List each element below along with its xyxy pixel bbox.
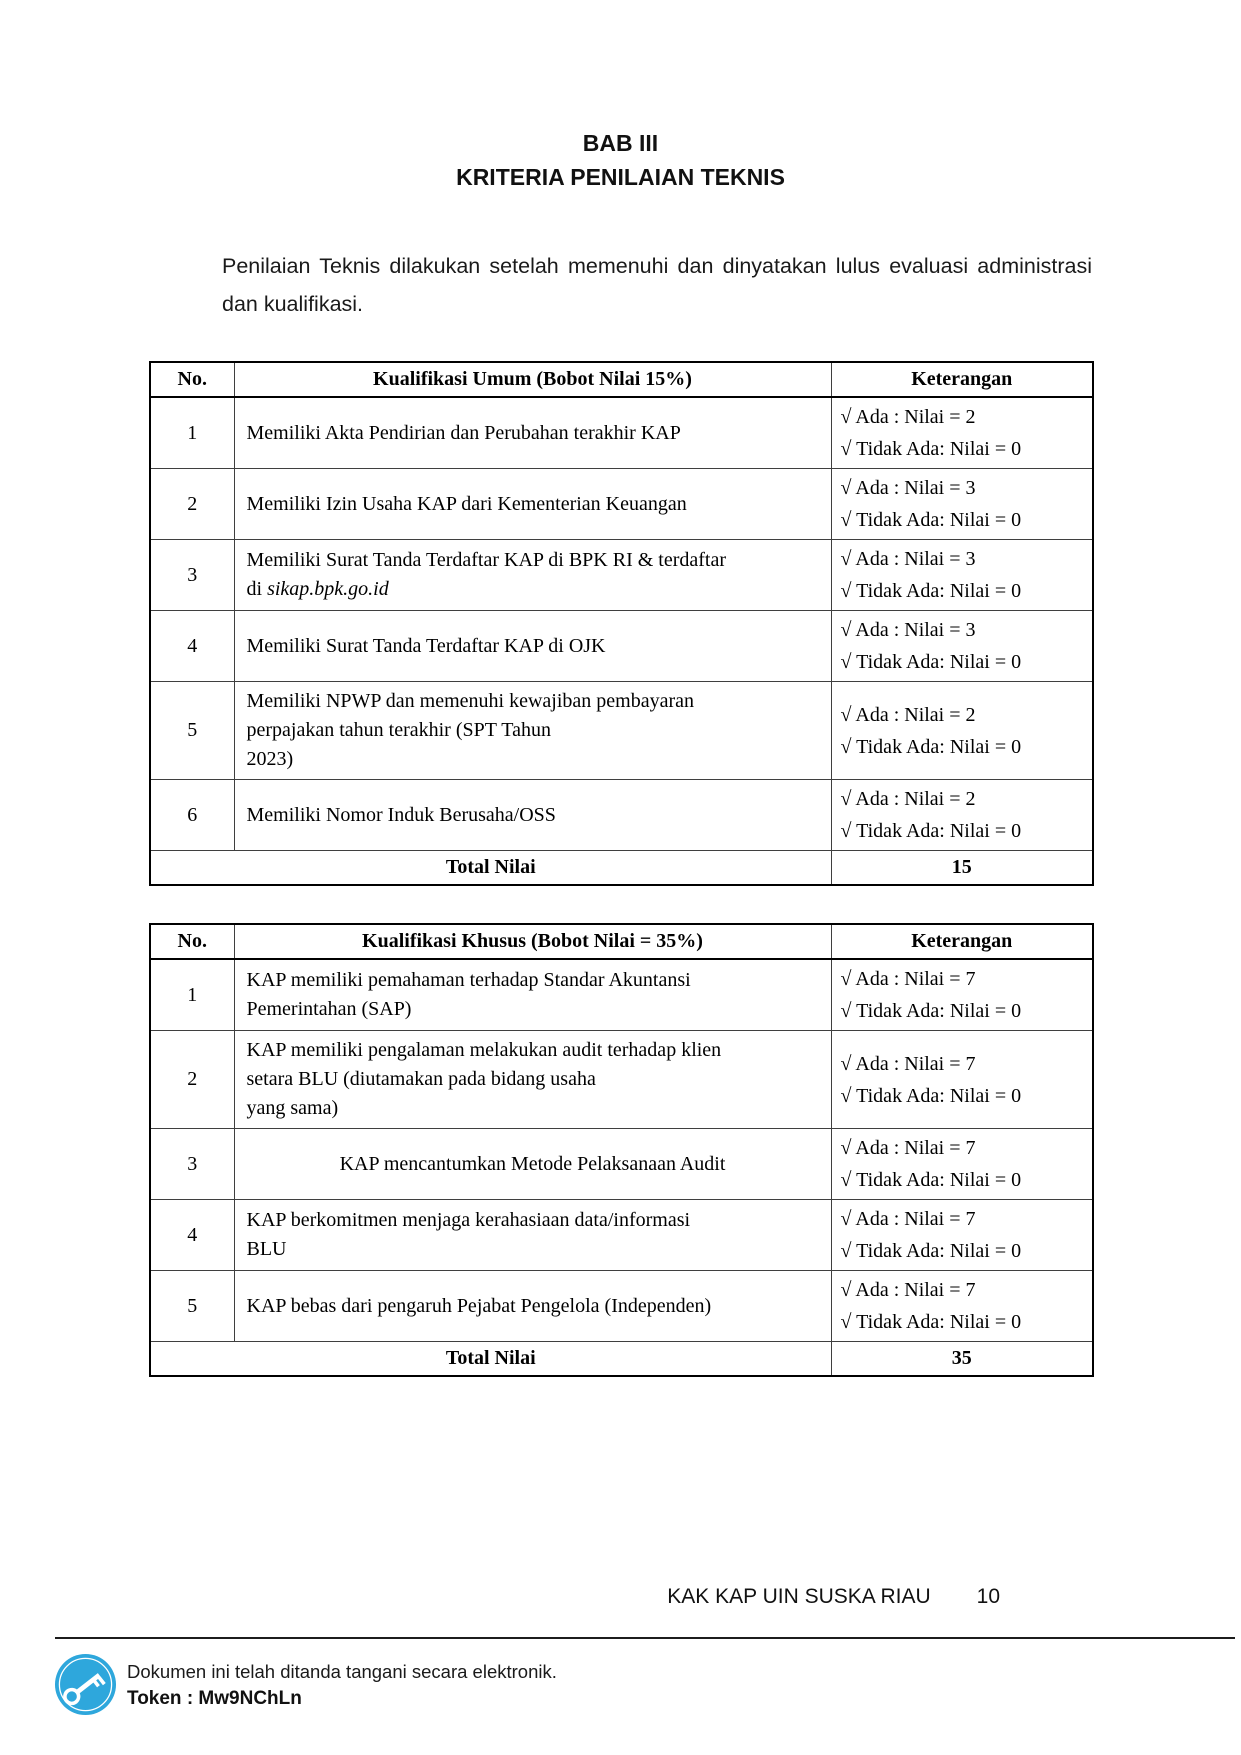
row-description bbox=[234, 959, 831, 1031]
description-line bbox=[247, 801, 819, 830]
row-number: 3 bbox=[150, 540, 234, 611]
keterangan-line: √ Tidak Ada: Nilai = 0 bbox=[840, 1240, 1022, 1262]
total-value: 35 bbox=[831, 1342, 1093, 1376]
keterangan-line: √ Tidak Ada: Nilai = 0 bbox=[840, 1000, 1022, 1022]
description-text: 2023) bbox=[246, 748, 294, 770]
table-row bbox=[150, 682, 1093, 780]
row-description bbox=[234, 397, 831, 469]
table-kualifikasi-umum bbox=[149, 361, 1094, 886]
row-keterangan bbox=[831, 1129, 1093, 1200]
description-text: Memiliki Surat Tanda Terdaftar KAP di BPK RI & terdaftar bbox=[246, 549, 727, 571]
footer-divider bbox=[55, 1637, 1235, 1639]
footer-doc-label: KAK KAP UIN SUSKA RIAU bbox=[667, 1585, 931, 1608]
table-row bbox=[150, 469, 1093, 540]
row-number: 1 bbox=[150, 959, 234, 1031]
row-keterangan bbox=[831, 682, 1093, 780]
row-description bbox=[234, 540, 831, 611]
table-row bbox=[150, 1129, 1093, 1200]
row-number: 2 bbox=[150, 1031, 234, 1129]
row-description bbox=[234, 1200, 831, 1271]
keterangan-line: √ Tidak Ada: Nilai = 0 bbox=[840, 820, 1022, 842]
keterangan-line: √ Ada : Nilai = 7 bbox=[840, 968, 976, 990]
description-line bbox=[247, 632, 819, 661]
description-line bbox=[247, 1065, 819, 1094]
row-keterangan bbox=[831, 1200, 1093, 1271]
column-header-kualifikasi: Kualifikasi Umum (Bobot Nilai 15%) bbox=[234, 362, 831, 397]
table-row bbox=[150, 959, 1093, 1031]
signature-token: Token : Mw9NChLn bbox=[127, 1688, 302, 1709]
row-keterangan bbox=[831, 397, 1093, 469]
row-number: 6 bbox=[150, 780, 234, 851]
keterangan-line: √ Tidak Ada: Nilai = 0 bbox=[840, 1084, 1022, 1107]
table-row bbox=[150, 397, 1093, 469]
description-text: Memiliki NPWP dan memenuhi kewajiban pembayaran bbox=[246, 690, 694, 712]
description-text: di bbox=[246, 578, 268, 600]
description-line bbox=[247, 745, 819, 774]
description-line bbox=[247, 966, 819, 995]
total-value: 15 bbox=[831, 851, 1093, 885]
total-label: Total Nilai bbox=[150, 1342, 831, 1376]
footer-page-number: 10 bbox=[976, 1585, 1000, 1608]
description-text: Memiliki Akta Pendirian dan Perubahan terakhir KAP bbox=[246, 421, 681, 444]
description-text: KAP memiliki pemahaman terhadap Standar Akuntansi bbox=[246, 969, 691, 991]
description-text-italic: sikap.bpk.go.id bbox=[267, 578, 389, 600]
row-keterangan bbox=[831, 780, 1093, 851]
description-text: KAP mencantumkan Metode Pelaksanaan Audit bbox=[339, 1152, 726, 1175]
description-line bbox=[247, 1036, 819, 1065]
description-line bbox=[247, 1094, 819, 1123]
keterangan-line: √ Ada : Nilai = 7 bbox=[840, 1052, 976, 1075]
column-header-keterangan: Keterangan bbox=[831, 362, 1093, 397]
column-header-no: No. bbox=[150, 362, 234, 397]
description-line bbox=[247, 1292, 819, 1321]
description-line bbox=[247, 1235, 819, 1264]
description-text: BLU bbox=[246, 1238, 287, 1260]
description-line bbox=[247, 1206, 819, 1235]
chapter-title-line1: BAB III bbox=[582, 130, 659, 156]
key-icon bbox=[54, 1653, 117, 1716]
description-text: Memiliki Nomor Induk Berusaha/OSS bbox=[246, 803, 556, 826]
keterangan-line: √ Ada : Nilai = 2 bbox=[840, 788, 976, 810]
keterangan-line: √ Tidak Ada: Nilai = 0 bbox=[840, 735, 1022, 758]
total-label: Total Nilai bbox=[150, 851, 831, 885]
description-line bbox=[247, 716, 819, 745]
table-header-row bbox=[150, 362, 1093, 397]
column-header-no: No. bbox=[150, 924, 234, 959]
signature-text bbox=[127, 1653, 557, 1716]
description-text: perpajakan tahun terakhir (SPT Tahun bbox=[246, 719, 551, 741]
keterangan-line: √ Ada : Nilai = 3 bbox=[840, 477, 976, 499]
description-text: KAP memiliki pengalaman melakukan audit terhadap klien bbox=[246, 1039, 722, 1061]
keterangan-line: √ Tidak Ada: Nilai = 0 bbox=[840, 509, 1022, 531]
row-number: 4 bbox=[150, 1200, 234, 1271]
description-line bbox=[247, 995, 819, 1024]
description-text: setara BLU (diutamakan pada bidang usaha bbox=[246, 1068, 596, 1090]
table-header-row bbox=[150, 924, 1093, 959]
description-text: KAP bebas dari pengaruh Pejabat Pengelola (Independen) bbox=[246, 1294, 712, 1317]
keterangan-line: √ Ada : Nilai = 7 bbox=[840, 1279, 976, 1301]
total-row bbox=[150, 851, 1093, 885]
keterangan-line: √ Tidak Ada: Nilai = 0 bbox=[840, 580, 1022, 602]
table-row bbox=[150, 1200, 1093, 1271]
row-description bbox=[234, 682, 831, 780]
description-line bbox=[247, 575, 819, 604]
total-row bbox=[150, 1342, 1093, 1376]
signature-note: Dokumen ini telah ditanda tangani secara elektronik. bbox=[127, 1661, 557, 1682]
keterangan-line: √ Ada : Nilai = 2 bbox=[840, 703, 976, 726]
keterangan-line: √ Ada : Nilai = 7 bbox=[840, 1208, 976, 1230]
table-row bbox=[150, 1271, 1093, 1342]
description-line bbox=[247, 1150, 819, 1179]
description-line bbox=[247, 546, 819, 575]
column-header-kualifikasi: Kualifikasi Khusus (Bobot Nilai = 35%) bbox=[234, 924, 831, 959]
row-number: 2 bbox=[150, 469, 234, 540]
keterangan-line: √ Ada : Nilai = 7 bbox=[840, 1137, 976, 1159]
description-text: Memiliki Izin Usaha KAP dari Kementerian Keuangan bbox=[246, 492, 687, 515]
table-row bbox=[150, 540, 1093, 611]
keterangan-line: √ Tidak Ada: Nilai = 0 bbox=[840, 438, 1022, 460]
row-description bbox=[234, 611, 831, 682]
row-number: 1 bbox=[150, 397, 234, 469]
description-text: Memiliki Surat Tanda Terdaftar KAP di OJK bbox=[246, 634, 606, 657]
description-line bbox=[247, 687, 819, 716]
signature-logo bbox=[54, 1653, 117, 1716]
description-line bbox=[247, 419, 819, 448]
description-text: KAP berkomitmen menjaga kerahasiaan data/informasi bbox=[246, 1209, 691, 1231]
chapter-title-line2: KRITERIA PENILAIAN TEKNIS bbox=[456, 164, 785, 190]
keterangan-line: √ Tidak Ada: Nilai = 0 bbox=[840, 1169, 1022, 1191]
keterangan-line: √ Ada : Nilai = 3 bbox=[840, 548, 976, 570]
description-text: Pemerintahan (SAP) bbox=[246, 998, 412, 1020]
keterangan-line: √ Ada : Nilai = 2 bbox=[840, 406, 976, 428]
row-description bbox=[234, 1031, 831, 1129]
row-keterangan bbox=[831, 540, 1093, 611]
row-number: 5 bbox=[150, 1271, 234, 1342]
row-keterangan bbox=[831, 611, 1093, 682]
row-description bbox=[234, 780, 831, 851]
description-text: yang sama) bbox=[246, 1097, 339, 1119]
row-number: 5 bbox=[150, 682, 234, 780]
intro-paragraph: Penilaian Teknis dilakukan setelah memenuhi dan dinyatakan lulus evaluasi administrasi dan kualifikasi. bbox=[222, 254, 1092, 316]
page-footer bbox=[149, 1585, 1000, 1609]
table-kualifikasi-khusus bbox=[149, 923, 1094, 1377]
description-line bbox=[247, 490, 819, 519]
electronic-signature-block bbox=[54, 1653, 557, 1716]
row-description bbox=[234, 1129, 831, 1200]
row-keterangan bbox=[831, 469, 1093, 540]
row-keterangan bbox=[831, 1271, 1093, 1342]
row-number: 3 bbox=[150, 1129, 234, 1200]
row-keterangan bbox=[831, 1031, 1093, 1129]
keterangan-line: √ Ada : Nilai = 3 bbox=[840, 619, 976, 641]
row-number: 4 bbox=[150, 611, 234, 682]
row-keterangan bbox=[831, 959, 1093, 1031]
chapter-title bbox=[149, 126, 1092, 194]
table-row bbox=[150, 611, 1093, 682]
table-row bbox=[150, 1031, 1093, 1129]
row-description bbox=[234, 469, 831, 540]
table-row bbox=[150, 780, 1093, 851]
row-description bbox=[234, 1271, 831, 1342]
keterangan-line: √ Tidak Ada: Nilai = 0 bbox=[840, 651, 1022, 673]
column-header-keterangan: Keterangan bbox=[831, 924, 1093, 959]
keterangan-line: √ Tidak Ada: Nilai = 0 bbox=[840, 1311, 1022, 1333]
